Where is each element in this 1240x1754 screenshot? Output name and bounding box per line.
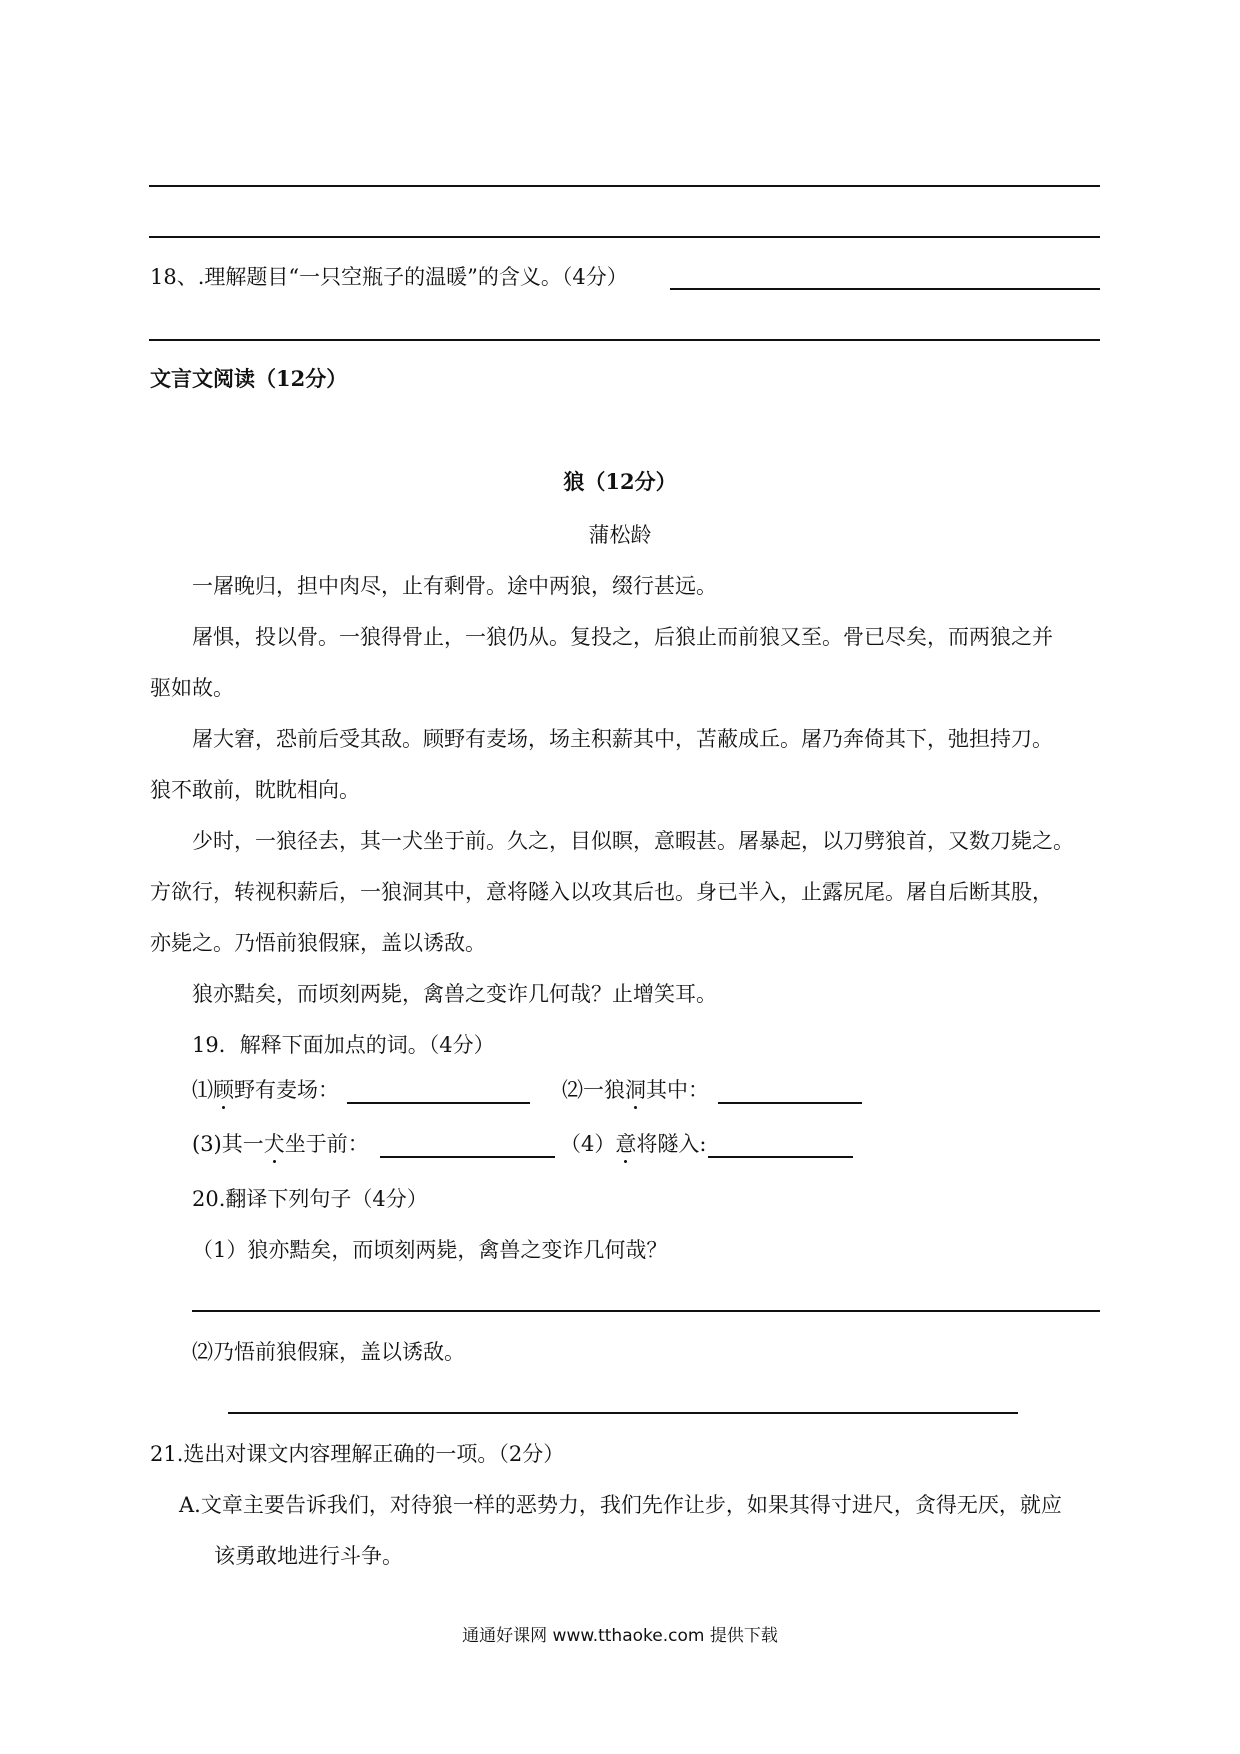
answer-line: [149, 339, 1100, 341]
section-title: 文言文阅读（12分）: [150, 366, 348, 391]
q21-option-a-cont: 该勇敢地进行斗争。: [214, 1544, 403, 1568]
question-20-label: 20.翻译下列句子（4分）: [192, 1187, 428, 1211]
emphasis-dot-word: 洞: [625, 1078, 646, 1102]
answer-line: [192, 1310, 1100, 1312]
page-footer: 通通好课网 www.tthaoke.com 提供下载: [462, 1626, 778, 1646]
answer-line: [149, 236, 1100, 238]
emphasis-dot-word: 顾: [213, 1078, 234, 1102]
question-19-label: 19．解释下面加点的词。（4分）: [192, 1033, 495, 1057]
question-18: [150, 264, 628, 290]
passage-author: 蒲松龄: [588, 523, 652, 547]
answer-line: [228, 1412, 1018, 1414]
passage-paragraph: 狼亦黠矣，而顷刻两毙，禽兽之变诈几何哉？止增笑耳。: [192, 982, 717, 1006]
q21-option-a: A.文章主要告诉我们，对待狼一样的恶势力，我们先作让步，如果其得寸进尺，贪得无厌，就应: [179, 1493, 1062, 1517]
question-18-label: 18、.理解题目“一只空瓶子的温暖”的含义。（4分）: [150, 265, 628, 289]
passage-paragraph: 屠惧，投以骨。一狼得骨止，一狼仍从。复投之，后狼止而前狼又至。骨已尽矣，而两狼之并: [192, 625, 1053, 649]
q19-item-1: ⑴顾野有麦场：: [192, 1078, 339, 1102]
passage-paragraph: 一屠晚归，担中肉尽，止有剩骨。途中两狼，缀行甚远。: [192, 574, 717, 598]
passage-title: 狼（12分）: [563, 469, 677, 494]
passage-paragraph: 少时，一狼径去，其一犬坐于前。久之，目似瞑，意暇甚。屠暴起，以刀劈狼首，又数刀毙之。: [192, 829, 1074, 853]
answer-line: [149, 185, 1100, 187]
q19-item-4: （4）意将隧入:: [560, 1132, 707, 1156]
answer-blank[interactable]: [718, 1080, 862, 1104]
passage-paragraph: 狼不敢前，眈眈相向。: [150, 778, 360, 802]
answer-line: [670, 288, 1100, 290]
answer-blank[interactable]: [708, 1134, 853, 1158]
passage-paragraph: 屠大窘，恐前后受其敌。顾野有麦场，场主积薪其中，苫蔽成丘。屠乃奔倚其下，弛担持刀。: [192, 727, 1053, 751]
passage-paragraph: 方欲行，转视积薪后，一狼洞其中，意将隧入以攻其后也。身已半入，止露尻尾。屠自后断其股，: [150, 880, 1053, 904]
passage-paragraph: 驱如故。: [150, 676, 234, 700]
passage-paragraph: 亦毙之。乃悟前狼假寐，盖以诱敌。: [150, 931, 486, 955]
q20-sentence-1: （1）狼亦黠矣，而顷刻两毙，禽兽之变诈几何哉？: [192, 1238, 668, 1262]
question-21-label: 21.选出对课文内容理解正确的一项。（2分）: [150, 1442, 565, 1466]
q19-item-3: (3)其一犬坐于前：: [192, 1132, 369, 1156]
q19-item-2: ⑵一狼洞其中：: [562, 1078, 709, 1102]
answer-blank[interactable]: [380, 1134, 555, 1158]
answer-blank[interactable]: [347, 1080, 530, 1104]
emphasis-dot-word: 意: [615, 1132, 637, 1156]
emphasis-dot-word: 犬: [263, 1132, 285, 1156]
q20-sentence-2: ⑵乃悟前狼假寐，盖以诱敌。: [192, 1340, 465, 1364]
